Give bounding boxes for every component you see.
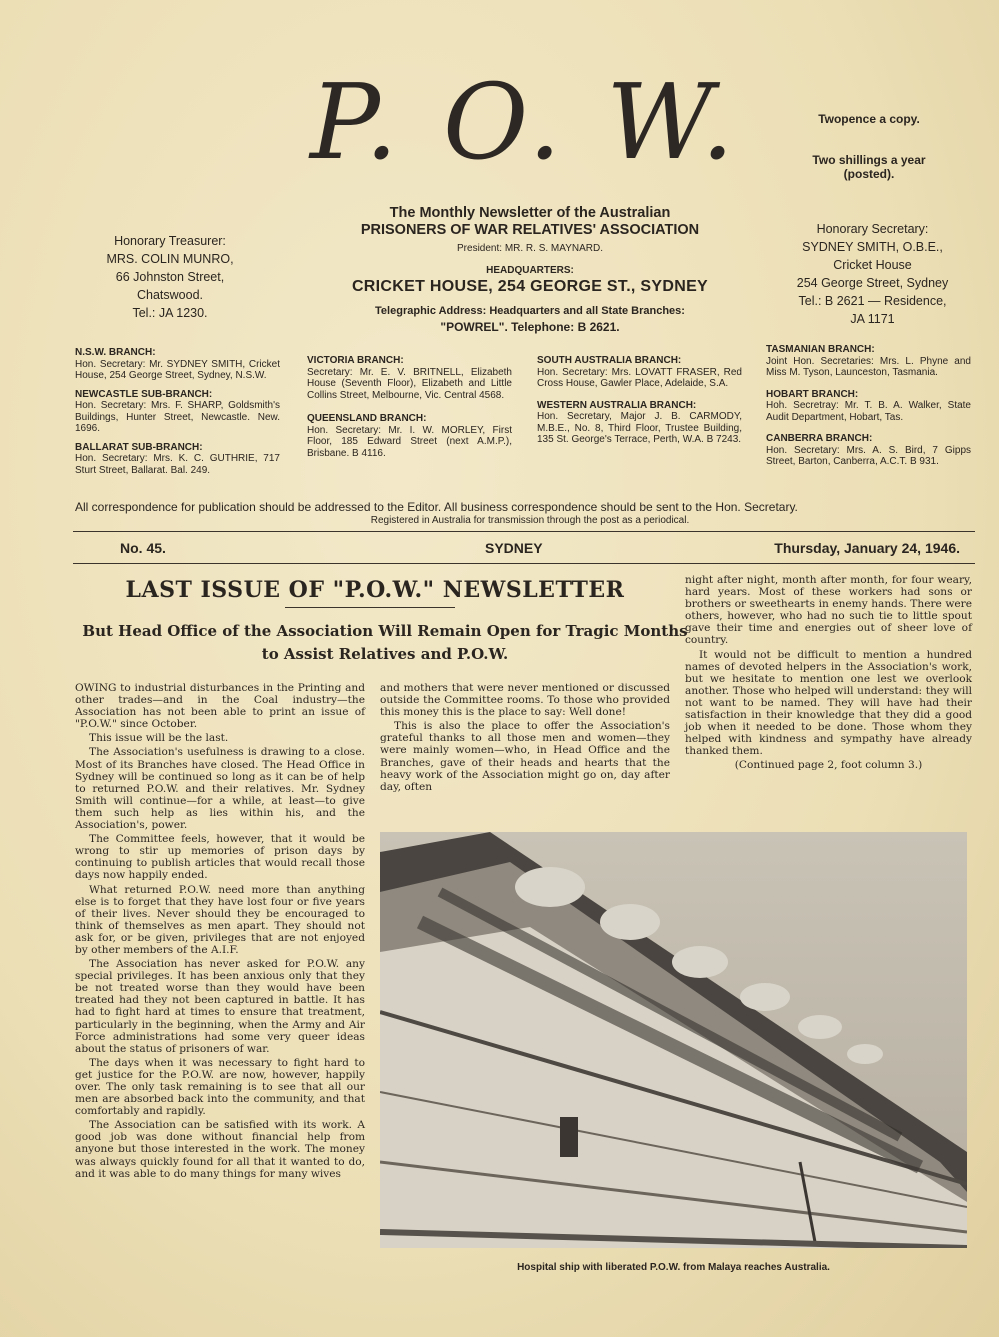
paragraph: OWING to industrial disturbances in the Printing and other trades—and in the Coal industry—the Association has not been able to print an issue of "P.O.W." since October. [75, 682, 365, 731]
paragraph: This is also the place to offer the Association's grateful thanks to all those men and women—they were mainly women—who, in Head Office and the Branches, gave of their heads and hearts that the heavy work of the Association might go on, day after day, often [380, 720, 670, 793]
correspondence-notice: All correspondence for publication should be addressed to the Editor. All business correspondence should be sent to the Hon. Secretary. [75, 500, 798, 514]
article-column-2 [380, 682, 670, 795]
dateline-date: Thursday, January 24, 1946. [774, 540, 960, 556]
branch-detail: Hon. Secretary: Mr. I. W. MORLEY, First Floor, 185 Edward Street (next A.M.P.), Brisbane. B 4116. [307, 424, 512, 459]
branch-south-australia [537, 355, 742, 390]
branch-name: SOUTH AUSTRALIA BRANCH: [537, 355, 682, 366]
article-subhead: But Head Office of the Association Will Remain Open for Tragic Months to Assist Relatives and P.O.W. [82, 622, 688, 663]
branch-name: QUEENSLAND BRANCH: [307, 413, 427, 424]
paragraph: The days when it was necessary to fight hard to get justice for the P.O.W. are now, however, happily over. The only task remaining is to see that all our men are absorbed back into the community, and that comfortably and rapidly. [75, 1056, 365, 1118]
treasurer-line: Chatswood. [136, 288, 203, 302]
secretary-block [765, 220, 980, 328]
hq-label: HEADQUARTERS: [486, 265, 574, 276]
subtitle-line2: PRISONERS OF WAR RELATIVES' ASSOCIATION [360, 222, 700, 238]
subscription-note: (posted). [843, 167, 895, 181]
branch-detail: Secretary: Mr. E. V. BRITNELL, Elizabeth House (Seventh Floor), Elizabeth and Little Collins Street, Melbourne, Vic. Central 4568. [307, 366, 512, 401]
branch-canberra [766, 433, 971, 468]
branch-name: NEWCASTLE SUB-BRANCH: [75, 388, 213, 400]
branch-ballarat [75, 442, 280, 477]
photo-caption: Hospital ship with liberated P.O.W. from Malaya reaches Australia. [517, 1262, 830, 1273]
subtitle-line1: The Monthly Newsletter of the Australian [389, 205, 671, 221]
treasurer-line: MRS. COLIN MUNRO, [106, 252, 234, 266]
branch-detail: Hon. Secretary: Mrs. K. C. GUTHRIE, 717 Sturt Street, Ballarat. Bal. 249. [75, 453, 280, 476]
article-column-1 [75, 682, 365, 1182]
continued-note: (Continued page 2, foot column 3.) [734, 759, 923, 772]
article-column-3 [685, 574, 972, 774]
paragraph: The Association can be satisfied with its work. A good job was done without financial help from anyone but those interested in the work. The money was always quickly found for all that it wanted to do, and it was able to do many things for many wives [75, 1119, 365, 1180]
branch-detail: Hon. Secretary: Mrs. LOVATT FRASER, Red Cross House, Gawler Place, Adelaide, S.A. [537, 366, 742, 389]
branch-tasmania [766, 344, 971, 379]
paragraph: The Committee feels, however, that it would be wrong to stir up memories of prison days by continuing to publish articles that would recall those days now happily ended. [75, 833, 365, 882]
branch-hobart [766, 389, 971, 424]
hq-address: CRICKET HOUSE, 254 GEORGE ST., SYDNEY [351, 278, 709, 295]
branch-detail: Hon. Secretary: Mrs. F. SHARP, Goldsmith's Buildings, Hunter Street, Newcastle. New. 1696. [75, 400, 280, 434]
branch-column-1 [75, 347, 280, 476]
secretary-line: 254 George Street, Sydney [796, 276, 949, 290]
secretary-line: Cricket House [833, 258, 912, 272]
price: Twopence a copy. [818, 112, 920, 126]
branch-name: HOBART BRANCH: [766, 388, 859, 400]
treasurer-line: 66 Johnston Street, [115, 270, 225, 284]
branch-nsw [75, 347, 280, 382]
paragraph: What returned P.O.W. need more than anything else is to forget that they have lost four or five years of their lives. Never should they be encouraged to think of themselves as men apart. They should not ask for, or be given, privileges that are not enjoyed by other members of the A.I.F. [75, 883, 365, 956]
issue-number: No. 45. [120, 540, 166, 556]
secretary-line: JA 1171 [850, 312, 895, 326]
subtitle [300, 205, 760, 239]
branch-western-australia [537, 400, 742, 446]
branch-name: N.S.W. BRANCH: [75, 347, 156, 358]
branch-name: BALLARAT SUB-BRANCH: [75, 441, 203, 453]
branch-name: CANBERRA BRANCH: [766, 433, 873, 444]
divider [285, 607, 455, 608]
branch-queensland [307, 413, 512, 459]
secretary-line: Tel.: B 2621 — Residence, [798, 294, 947, 308]
branch-name: TASMANIAN BRANCH: [766, 344, 875, 355]
divider [73, 531, 975, 532]
treasurer-block [70, 232, 270, 322]
paragraph: night after night, month after month, for four weary, hard years. Most of these workers had sons or brothers or sweethearts in enemy hands. There were others, however, who had no such tie to little spout gave their time and energies out of sheer love of country. [685, 574, 972, 647]
branch-column-4 [766, 344, 971, 468]
branch-column-2 [307, 355, 512, 459]
subscription: Two shillings a year [812, 153, 926, 167]
paragraph: The Association has never asked for P.O.W. any special privileges. It has been anxious only that they be not treated worse than they would have been treated had they not been captured in battle. It has had to fight hard at times to ensure that treatment, particularly in the beginning, when the Army and Air Force administrations had some very queer ideas about the status of prisoners of war. [75, 958, 365, 1055]
branch-detail: Hon. Secretary: Mr. SYDNEY SMITH, Cricket House, 254 George Street, Sydney, N.S.W. [75, 358, 280, 381]
treasurer-line: Tel.: JA 1230. [132, 306, 208, 320]
paragraph: It would not be difficult to mention a hundred names of devoted helpers in the Association's work, but we hesitate to mention one lest we overlook another. Those who helped will understand: they will not want to be named. They will have had their satisfaction in their knowledge that they did a good job when it needed to be done. Those whom they helped with kindness and sympathy have already thanked them. [685, 648, 972, 758]
telegraphic-address: Telegraphic Address: Headquarters and all State Branches: [375, 305, 685, 317]
branch-victoria [307, 355, 512, 401]
branch-detail: Hoh. Secretray: Mr. T. B. A. Walker, State Audit Department, Hobart, Tas. [766, 400, 971, 423]
divider [73, 563, 975, 564]
branch-detail: Hon. Secretary, Major J. B. CARMODY, M.B.E., No. 8, Third Floor, Trustee Building, 135 St. George's Terrace, Perth, W.A. B 7243. [537, 411, 742, 445]
branch-name: VICTORIA BRANCH: [307, 355, 404, 366]
branch-column-3 [537, 355, 742, 446]
paragraph: and mothers that were never mentioned or discussed outside the Committee rooms. To those who provided this money this is the place to say: Well done! [380, 682, 670, 719]
branch-detail: Hon. Secretary: Mrs. A. S. Bird, 7 Gipps Street, Barton, Canberra, A.C.T. B 931. [766, 444, 971, 467]
branch-newcastle [75, 389, 280, 435]
dateline [120, 540, 960, 556]
telegraphic-code: "POWREL". Telephone: B 2621. [440, 320, 620, 334]
branch-detail: Joint Hon. Secretaries: Mrs. L. Phyne and Miss M. Tyson, Launceston, Tasmania. [766, 355, 971, 378]
masthead-title: P. O. W. [309, 61, 741, 183]
paragraph: This issue will be the last. [89, 732, 229, 745]
registration-notice: Registered in Australia for transmission through the post as a periodical. [370, 515, 690, 526]
dateline-city: SYDNEY [485, 540, 543, 556]
president: President: MR. R. S. MAYNARD. [457, 243, 603, 254]
paragraph: The Association's usefulness is drawing to a close. Most of its Branches have closed. The Head Office in Sydney will be continued so long as it can be of help to returned P.O.W. and their relatives. Mr. Sydney Smith will continue—for a while, at least—to give them such help as lies within his, and the Association's, power. [75, 746, 365, 832]
secretary-line: Honorary Secretary: [816, 222, 929, 236]
article-headline: LAST ISSUE OF "P.O.W." NEWSLETTER [125, 577, 625, 603]
treasurer-line: Honorary Treasurer: [114, 234, 226, 248]
secretary-line: SYDNEY SMITH, O.B.E., [802, 240, 943, 254]
hospital-ship-photo [380, 832, 967, 1248]
branch-name: WESTERN AUSTRALIA BRANCH: [537, 399, 697, 411]
